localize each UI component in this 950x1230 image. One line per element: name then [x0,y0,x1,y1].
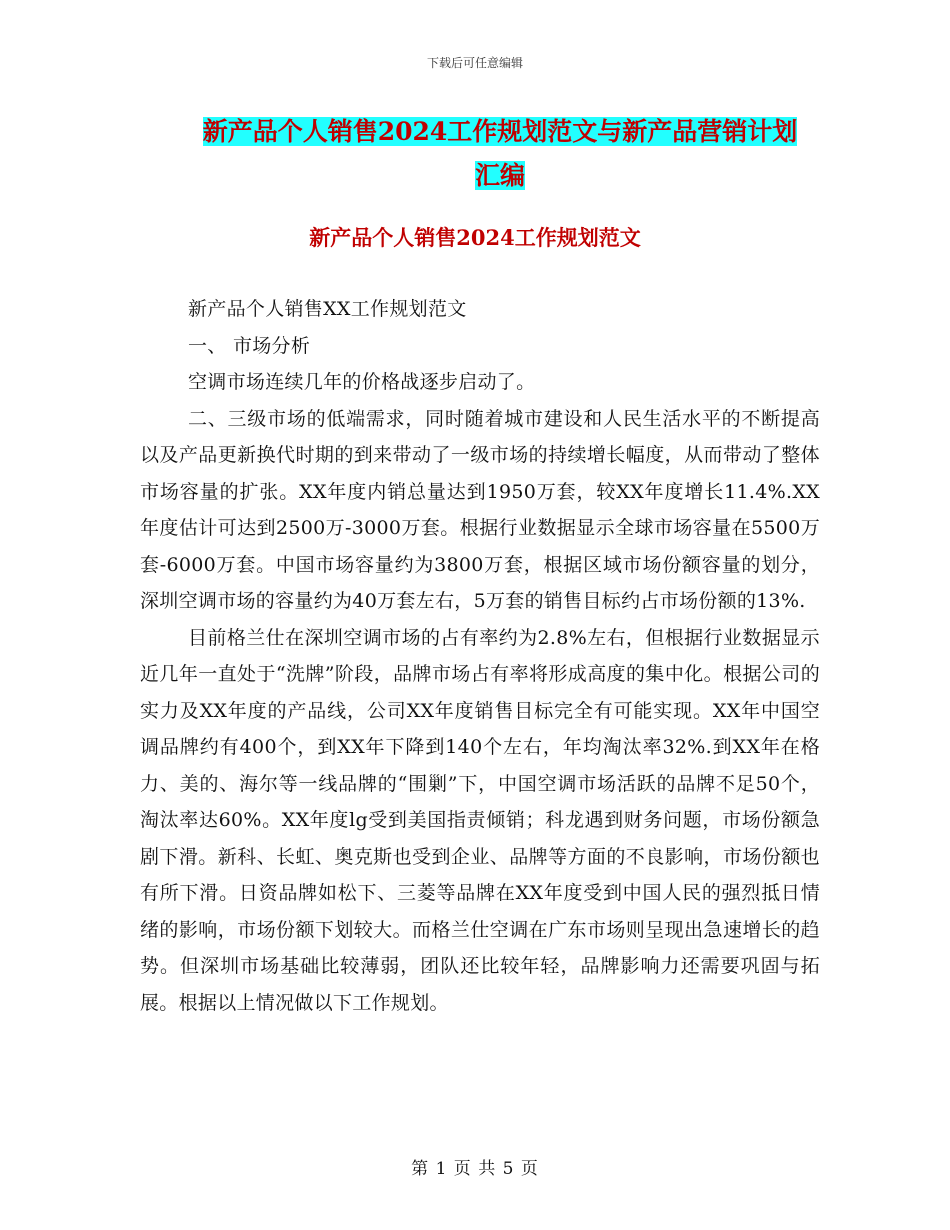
paragraph-heading-market-analysis: 一、 市场分析 [188,334,311,357]
paragraph-brand-situation: 目前格兰仕在深圳空调市场的占有率约为2.8%左右，但根据行业数据显示近几年一直处于“洗牌”阶段，品牌市场占有率将形成高度的集中化。根据公司的实力及XX年度的产品线，公司XX年度销售目标完全有可能实现。XX年中国空调品牌约有400个，到XX年下降到140个左右，年均淘汰率32%.到XX年在格力、美的、海尔等一线品牌的“围剿”下，中国空调市场活跃的品牌不足50个，淘汰率达60%。XX年度lg受到美国指责倾销；科龙遇到财务问题，市场份额急剧下滑。新科、长虹、奥克斯也受到企业、品牌等方面的不良影响，市场份额也有所下滑。日资品牌如松下、三菱等品牌在XX年度受到中国人民的强烈抵日情绪的影响，市场份额下划较大。而格兰仕空调在广东市场则呈现出急速增长的趋势。但深圳市场基础比较薄弱，团队还比较年轻，品牌影响力还需要巩固与拓展。根据以上情况做以下工作规划。 [140,626,820,1014]
title-line-1: 新产品个人销售2024工作规划范文与新产品营销计划 [202,117,798,146]
section-title: 新产品个人销售2024工作规划范文 [309,225,641,250]
header-note: 下载后可任意编辑 [426,56,523,70]
page-footer: 第 1 页 共 5 页 [411,1159,539,1179]
document-body [140,291,820,1021]
paragraph-market-capacity: 二、三级市场的低端需求，同时随着城市建设和人民生活水平的不断提高以及产品更新换代时期的到来带动了一级市场的持续增长幅度，从而带动了整体市场容量的扩张。XX年度内销总量达到1950万套，较XX年度增长11.4%.XX年度估计可达到2500万-3000万套。根据行业数据显示全球市场容量在5500万套-6000万套。中国市场容量约为3800万套，根据区域市场份额容量的划分，深圳空调市场的容量约为40万套左右，5万套的销售目标约占市场份额的13%. [140,407,820,612]
paragraph-price-war: 空调市场连续几年的价格战逐步启动了。 [188,371,536,393]
paragraph-subtitle: 新产品个人销售XX工作规划范文 [188,298,467,320]
title-line-2: 汇编 [474,161,525,190]
document-title [140,110,860,198]
